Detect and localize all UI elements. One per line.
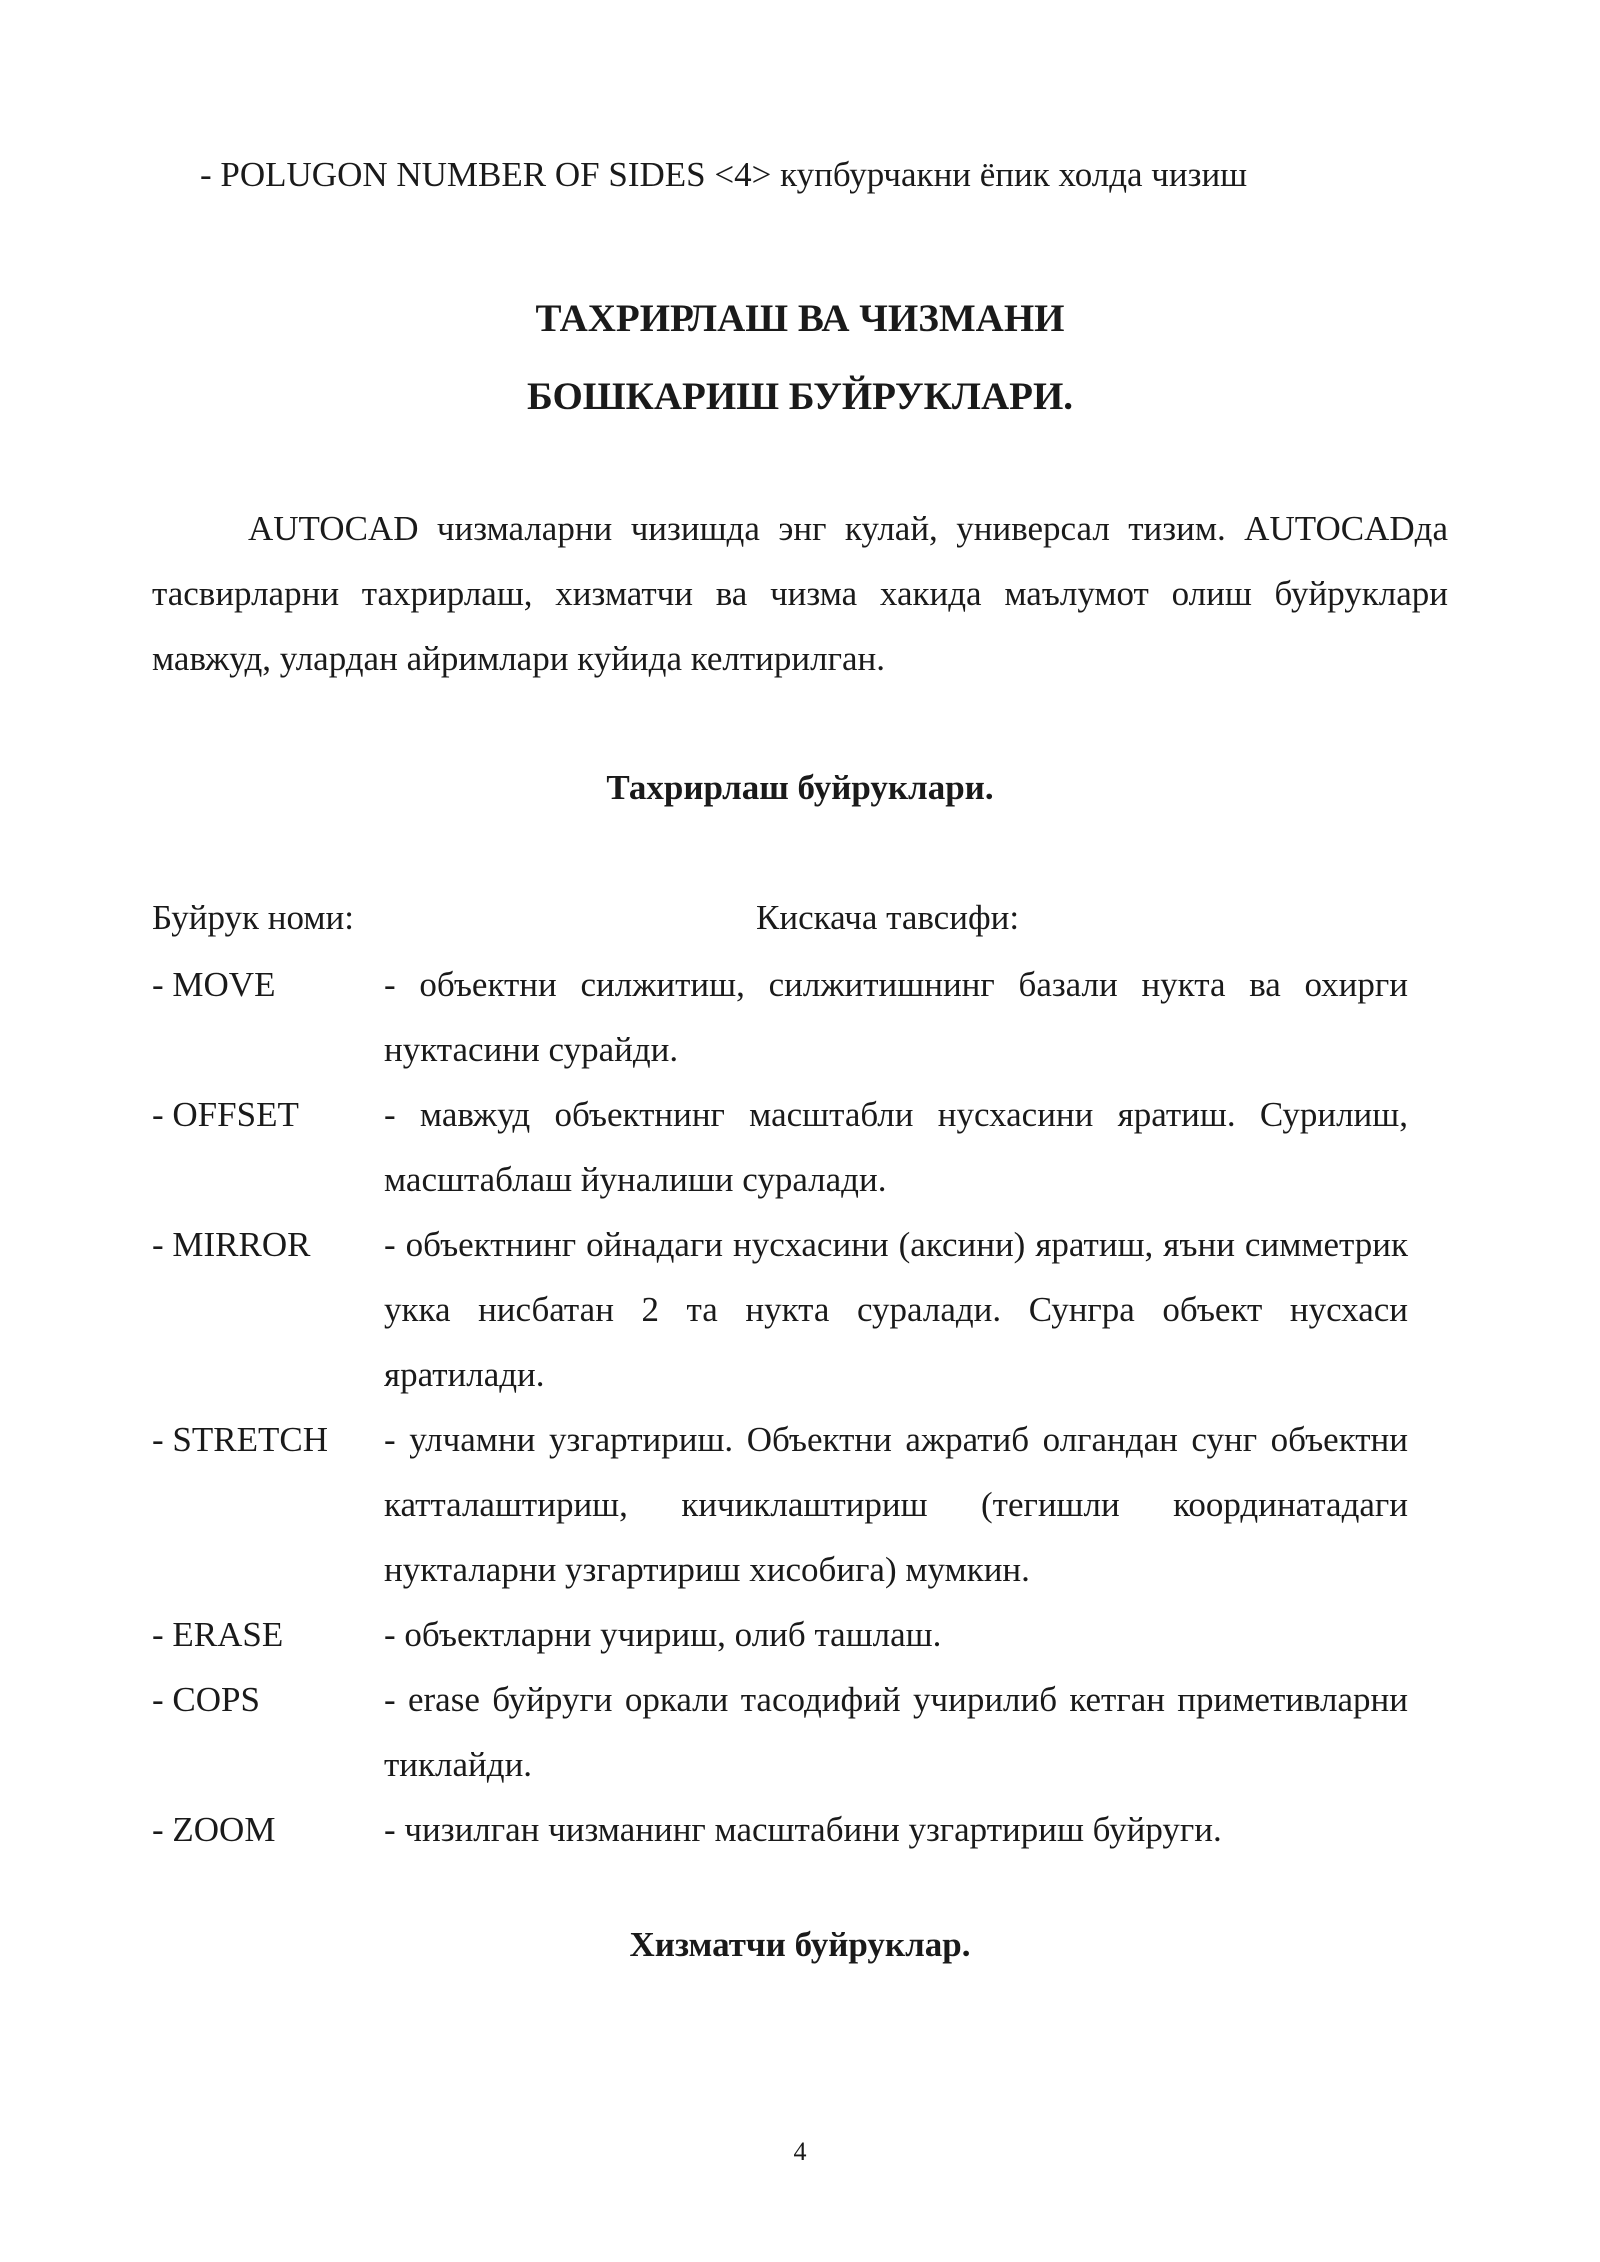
intro-line: - POLUGON NUMBER OF SIDES <4> купбурчакни ёпик холда чизиш [200,155,1248,194]
command-description: - улчамни узгартириш. Объектни ажратиб олгандан сунг объектни катталаштириш, кичиклаштириш (тегишли координатадаги нукталарни узгартириш хисобига) мумкин. [384,1420,1408,1589]
command-table-header [152,893,1408,943]
command-row-zoom [152,1797,1408,1862]
command-name: - OFFSET [152,1095,299,1134]
main-heading-line-2: БОШКАРИШ БУЙРУКЛАРИ. [526,375,1074,418]
command-description: - чизилган чизманинг масштабини узгартириш буйруги. [384,1810,1222,1849]
command-name: - MIRROR [152,1225,311,1264]
section-title-editing: Тахрирлаш буйруклари. [606,768,994,807]
column-header-name: Буйрук номи: [152,898,354,937]
command-description: - объектни силжитиш, силжитишнинг базали нукта ва охирги нуктасини сурайди. [384,965,1408,1069]
command-row-erase [152,1602,1408,1667]
command-row-cops [152,1667,1408,1797]
command-name: - MOVE [152,965,276,1004]
main-heading [0,280,1600,436]
intro-paragraph: AUTOCAD чизмаларни чизишда энг кулай, универсал тизим. AUTOCADда тасвирларни тахрирлаш, хизматчи ва чизма хакида маълумот олиш буйруклари мавжуд, улардан айримлари куйида келтирилган. [152,509,1448,678]
section-title-service: Хизматчи буйруклар. [629,1925,971,1964]
command-name: - ZOOM [152,1810,276,1849]
column-header-description: Кискача тавсифи: [756,898,1020,937]
command-name: - ERASE [152,1615,284,1654]
command-description: - мавжуд объектнинг масштабли нусхасини яратиш. Сурилиш, масштаблаш йуналиши суралади. [384,1095,1408,1199]
page-number: 4 [793,2137,807,2166]
command-row-stretch [152,1407,1408,1602]
command-list [152,952,1408,1862]
command-row-move [152,952,1408,1082]
command-row-mirror [152,1212,1408,1407]
command-description: - объектларни учириш, олиб ташлаш. [384,1615,942,1654]
command-name: - COPS [152,1680,260,1719]
command-name: - STRETCH [152,1420,328,1459]
command-description: - erase буйруги оркали тасодифий учирилиб кетган приметивларни тиклайди. [384,1680,1408,1784]
main-heading-line-1: ТАХРИРЛАШ ВА ЧИЗМАНИ [535,297,1065,340]
command-row-offset [152,1082,1408,1212]
command-description: - объектнинг ойнадаги нусхасини (аксини) яратиш, яъни симметрик укка нисбатан 2 та нукта суралади. Сунгра объект нусхаси яратилади. [384,1225,1408,1394]
